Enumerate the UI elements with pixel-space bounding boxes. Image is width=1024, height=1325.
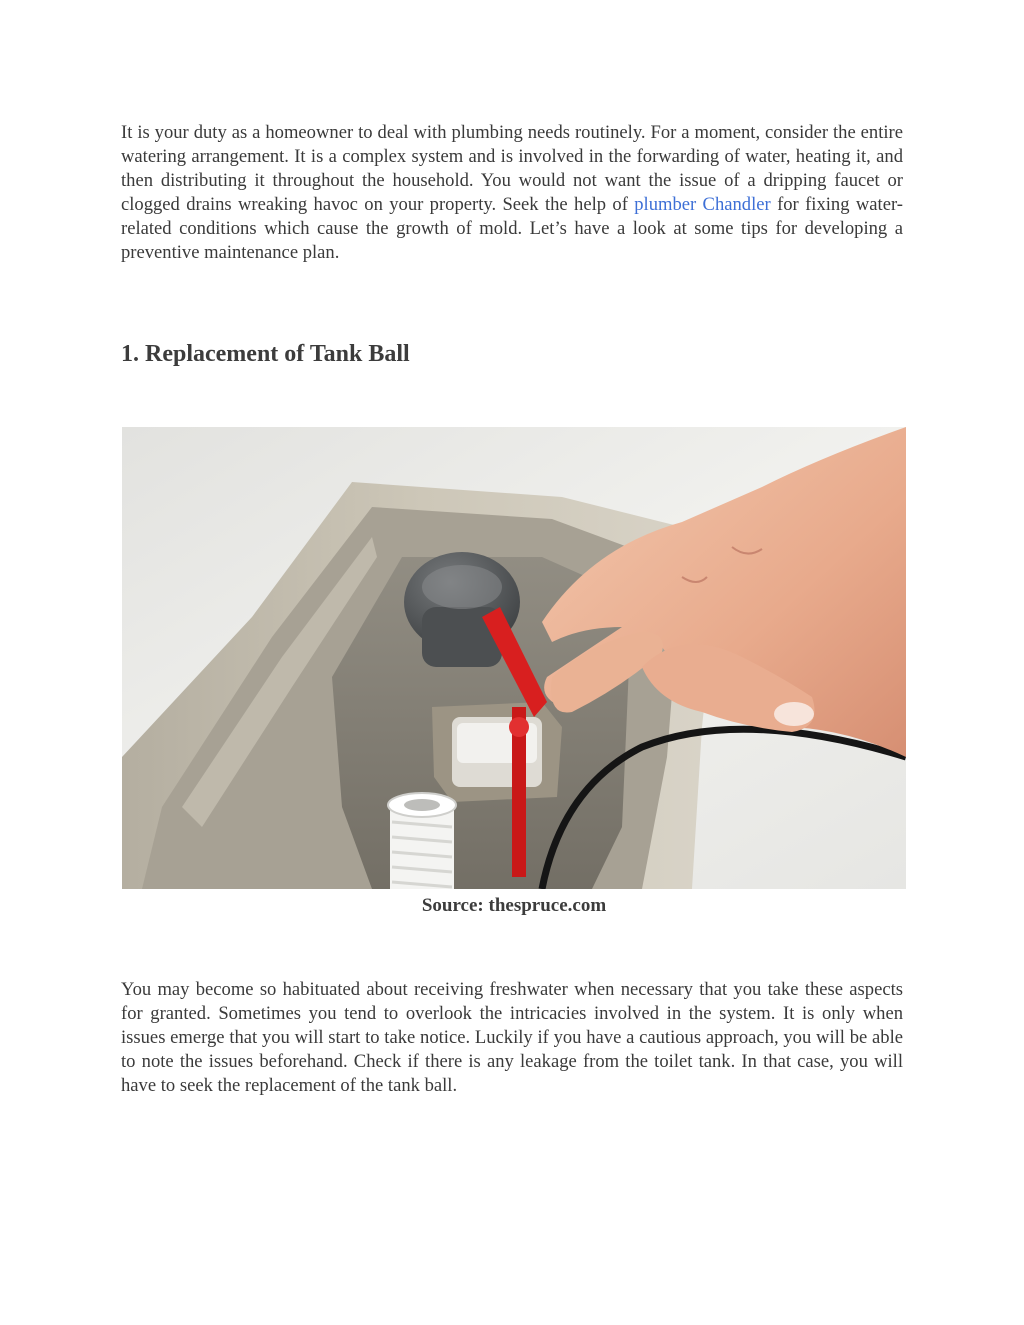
toilet-tank-photo	[122, 427, 906, 889]
plumber-chandler-link[interactable]: plumber Chandler	[634, 194, 771, 215]
intro-paragraph	[121, 121, 903, 265]
image-caption: Source: thespruce.com	[421, 895, 607, 916]
section-heading: 1. Replacement of Tank Ball	[121, 341, 410, 367]
body-paragraph: You may become so habituated about receiving freshwater when necessary that you take these aspects for granted. Sometimes you tend to overlook the intricacies involved in the system. It is only when issues emerge that you will start to take notice. Luckily if you have a cautious approach, you will be able to note the issues beforehand. Check if there is any leakage from the toilet tank. In that case, you will have to seek the replacement of the tank ball.	[121, 979, 903, 1096]
intro-text-after-link: for fixing water-related conditions which cause the growth of mold. Let’s have a look at some tips for developing a preventive maintenance plan.	[121, 194, 903, 263]
intro-text-before-link: It is your duty as a homeowner to deal with plumbing needs routinely. For a moment, consider the entire watering arrangement. It is a complex system and is involved in the forwarding of water, heating it, and then distributing it throughout the household. You would not want the issue of a dripping faucet or clogged drains wreaking havoc on your property. Seek the help of	[121, 122, 903, 215]
